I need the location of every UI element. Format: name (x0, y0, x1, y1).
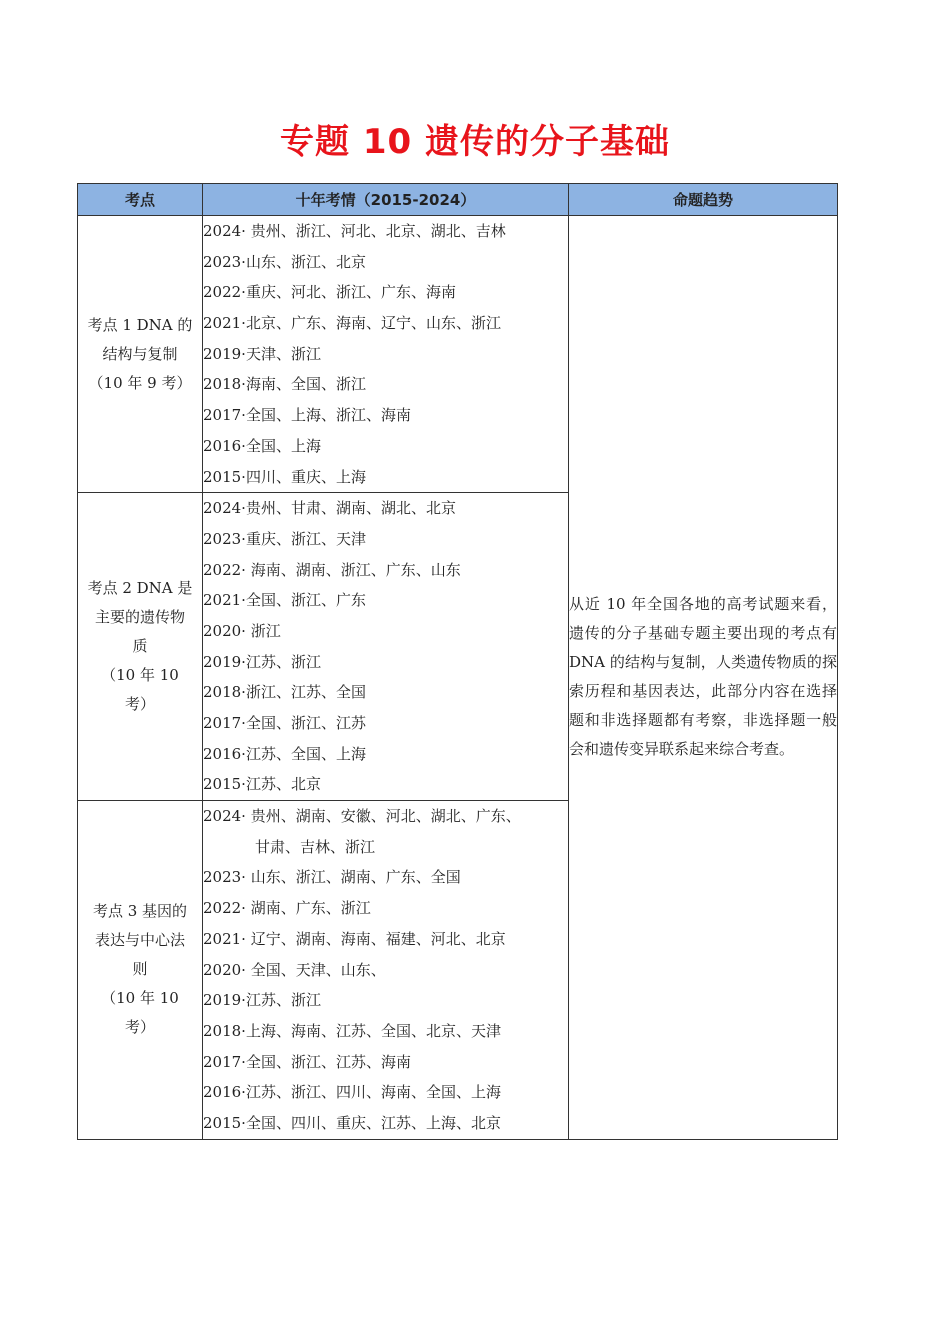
year-line: 2015·江苏、北京 (203, 775, 321, 794)
header-trend: 命题趋势 (569, 184, 838, 216)
topic-line: 结构与复制 (102, 344, 178, 363)
year-line-continuation: 甘肃、吉林、浙江 (255, 837, 376, 856)
topic-line: 考） (124, 695, 155, 714)
year-line: 2015·四川、重庆、上海 (203, 467, 366, 486)
year-line: 2019·天津、浙江 (203, 344, 321, 363)
topic-line: 表达与中心法 (94, 931, 185, 950)
year-line: 2021·全国、浙江、广东 (203, 591, 366, 610)
year-line: 2018·上海、海南、江苏、全国、北京、天津 (203, 1021, 501, 1040)
topic-line: 考点 2 DNA 是 (87, 579, 193, 598)
topic-cell (78, 216, 203, 493)
year-line: 2024· 贵州、浙江、河北、北京、湖北、吉林 (203, 222, 506, 240)
year-line: 2019·江苏、浙江 (203, 652, 321, 671)
topic-line: 考点 3 基因的 (92, 902, 188, 921)
year-line: 2022· 海南、湖南、浙江、广东、山东 (203, 560, 461, 579)
topic-cell (78, 801, 203, 1140)
year-line: 2017·全国、上海、浙江、海南 (203, 406, 411, 425)
trend-text: 从近 10 年全国各地的高考试题来看， 遗传的分子基础专题主要出现的考点有 DNA 的结构与复制，人类遗传物质的探索历程和基因表达，此部分内容在选择题和非选择题都有考察，非选择题一般会和遗传变异联系起来综合考查。 (569, 595, 837, 759)
topic-line: （10 年 9 考） (88, 373, 192, 392)
topic-line: 考点 1 DNA 的 (87, 315, 193, 334)
years-cell (203, 493, 569, 801)
year-line: 2020· 全国、天津、山东、 (203, 960, 386, 979)
year-line: 2020· 浙江 (203, 621, 281, 640)
topic-line: 质 (132, 637, 148, 656)
year-line: 2023·山东、浙江、北京 (203, 252, 366, 271)
year-line: 2024·贵州、甘肃、湖南、湖北、北京 (203, 499, 456, 518)
year-line: 2018·浙江、江苏、全国 (203, 683, 366, 702)
year-line: 2024· 贵州、湖南、安徽、河北、湖北、广东、 (203, 807, 521, 826)
topic-line: 考） (124, 1018, 155, 1037)
table-row (78, 216, 838, 493)
topic-line: 主要的遗传物 (94, 608, 185, 627)
year-line: 2021·北京、广东、海南、辽宁、山东、浙江 (203, 314, 501, 333)
header-topic: 考点 (78, 184, 203, 216)
year-line: 2018·海南、全国、浙江 (203, 375, 366, 394)
year-line: 2017·全国、浙江、江苏、海南 (203, 1052, 411, 1071)
year-line: 2017·全国、浙江、江苏 (203, 714, 366, 732)
year-line: 2016·江苏、浙江、四川、海南、全国、上海 (203, 1083, 501, 1102)
topic-line: （10 年 10 (101, 666, 179, 685)
year-line: 2015·全国、四川、重庆、江苏、上海、北京 (203, 1113, 501, 1132)
year-line: 2019·江苏、浙江 (203, 991, 321, 1010)
exam-topics-table (77, 183, 838, 1140)
topic-cell (78, 493, 203, 801)
years-cell (203, 216, 569, 493)
year-line: 2023· 山东、浙江、湖南、广东、全国 (203, 868, 461, 887)
year-line: 2016·全国、上海 (203, 436, 321, 455)
year-line: 2021· 辽宁、湖南、海南、福建、河北、北京 (203, 929, 506, 948)
page-title: 专题 10 遗传的分子基础 (280, 122, 670, 162)
topic-line: （10 年 10 (101, 989, 179, 1008)
year-line: 2022·重庆、河北、浙江、广东、海南 (203, 283, 456, 302)
year-line: 2023·重庆、浙江、天津 (203, 529, 366, 548)
years-cell (203, 801, 569, 1140)
year-line: 2016·江苏、全国、上海 (203, 744, 366, 763)
table-header-row (78, 184, 838, 216)
trend-cell (569, 216, 838, 1140)
topic-line: 则 (132, 960, 148, 979)
year-line: 2022· 湖南、广东、浙江 (203, 899, 371, 918)
header-years: 十年考情（2015-2024） (203, 184, 569, 216)
